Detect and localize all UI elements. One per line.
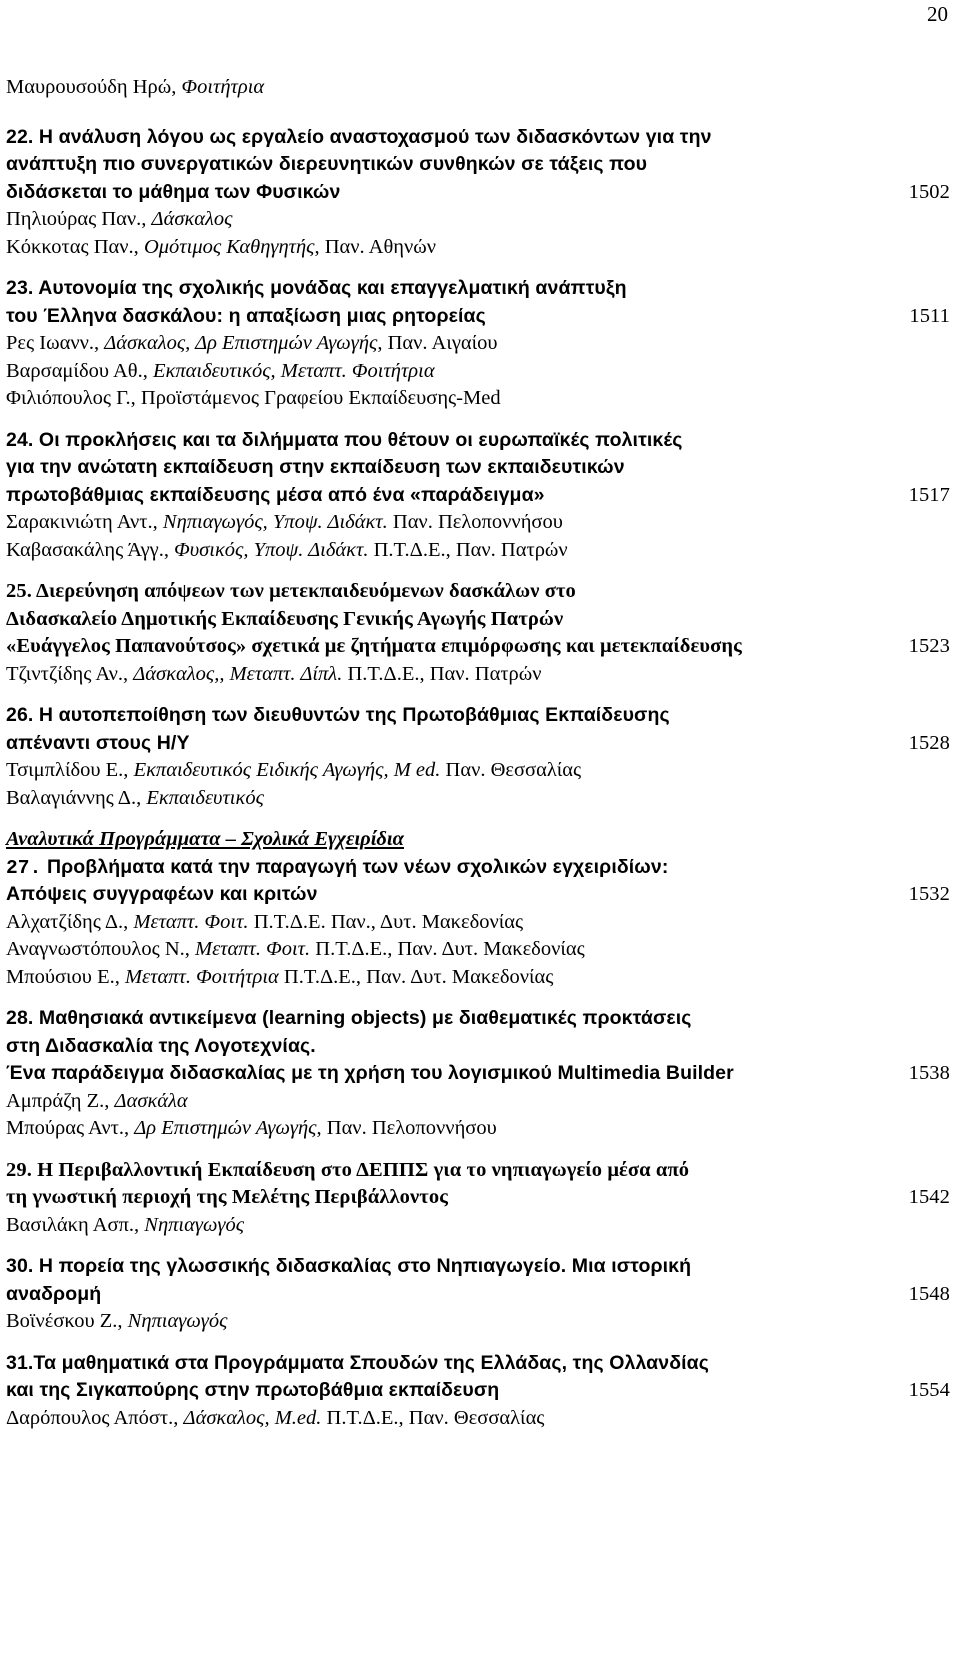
entry-title-text: για την ανώτατη εκπαίδευση στην εκπαίδευση των εκπαιδευτικών [6,456,625,478]
entry-title-text: απέναντι στους Η/Υ [6,731,190,754]
intro-author-line [6,74,950,102]
entry-page-number: 1528 [908,731,950,754]
author-name: Αλχατζίδης Δ., [6,910,134,933]
author-after: , Παν. Αθηνών [314,235,437,258]
entry-title-line [6,633,950,661]
author-role: Φυσικός, Υποψ. Διδάκτ. [174,538,369,561]
entry-author-line [6,661,950,689]
entry-title-text: 28. Μαθησιακά αντικείμενα (learning objects) με διαθεματικές προκτάσεις [6,1007,692,1029]
entry-author-line [6,1115,950,1143]
toc-entry [6,702,950,812]
author-after: Π.Τ.Δ.Ε., Παν. Θεσσαλίας [321,1406,545,1429]
author-after: Παν. Πελοποννήσου [387,511,563,533]
author-after: Παν. Θεσσαλίας [440,759,582,781]
entry-author-line [6,757,950,785]
entry-title-text: 23. Αυτονομία της σχολικής μονάδας και επαγγελματική ανάπτυξη [6,277,627,299]
entry-page-number: 1542 [908,1186,950,1208]
entry-author-line [6,936,950,964]
entry-title-line [6,606,950,634]
author-role: Μεταπτ. Φοιτ. [195,938,311,960]
author-role: Δάσκαλος, Δρ Επιστημών Αγωγής [104,332,378,354]
entry-title-text: τη γνωστική περιοχή της Μελέτης Περιβάλλοντος [6,1186,448,1208]
author-name: Σαρακινιώτη Αντ., [6,511,163,533]
entry-author-line [6,385,950,413]
entry-title-text: Ένα παράδειγμα διδασκαλίας με τη χρήση του λογισμικού Multimedia Builder [6,1062,734,1084]
author-name: Βαρσαμίδου Αθ., [6,359,153,382]
entry-title-text: 26. Η αυτοπεποίθηση των διευθυντών της Πρωτοβάθμιας Εκπαίδευσης [6,704,670,726]
author-role: Δασκάλα [114,1089,188,1112]
entry-title-line [6,1005,950,1033]
entry-title-line [6,1060,950,1088]
entry-author-line [6,509,950,537]
entry-title-text: 24. Οι προκλήσεις και τα διλήμματα που θέτουν οι ευρωπαϊκές πολιτικές [6,428,683,451]
entry-author-line [6,909,950,937]
author-role: Νηπιαγωγός [144,1213,245,1236]
toc-entry [6,1350,950,1433]
author-name: Πηλιούρας Παν., [6,208,152,230]
entry-title-line [6,124,950,152]
table-of-contents [6,74,950,1446]
author-name: Καβασακάλης Άγγ., [6,538,175,561]
author-name: Ρες Ιωανν., [6,332,105,354]
author-role: Φοιτήτρια [181,76,265,98]
author-after: Π.Τ.Δ.Ε., Παν. Πατρών [368,538,568,561]
author-name: Μπούσιου Ε., [6,965,125,988]
entry-title-line [6,578,950,606]
entry-page-number: 1554 [908,1379,950,1401]
entry-title-line [6,482,950,510]
entry-title-text: στη Διδασκαλία της Λογοτεχνίας. [6,1034,316,1057]
entry-title-line [6,1033,950,1061]
entry-author-line [6,785,950,813]
entry-title-line [6,1377,950,1405]
author-role: Δρ Επιστημών Αγωγής [134,1117,317,1139]
author-role: Δάσκαλος, M.ed. [183,1406,322,1429]
entry-title-line [6,730,950,758]
toc-entry [6,578,950,688]
entry-author-line [6,330,950,358]
section-heading: Αναλυτικά Προγράμματα – Σχολικά Εγχειρίδια [6,828,404,850]
entry-title-text: Προβλήματα κατά την παραγωγή των νέων σχολικών εγχειριδίων: [46,855,669,878]
entry-title-line [6,702,950,730]
entry-page-number: 1538 [908,1062,950,1084]
author-after: , Παν. Αιγαίου [377,332,498,354]
entry-author-line [6,1088,950,1116]
entry-page-number: 1523 [908,635,950,657]
author-after: Π.Τ.Δ.Ε., Παν. Πατρών [342,662,542,685]
entry-title-text: και της Σιγκαπούρης στην πρωτοβάθμια εκπαίδευση [6,1379,500,1401]
entry-page-number: 1548 [908,1282,950,1305]
entry-title-text: Διδασκαλείο Δημοτικής Εκπαίδευσης Γενικής Αγωγής Πατρών [6,607,564,630]
toc-entry [6,1157,950,1240]
author-after: , Παν. Πελοποννήσου [316,1117,497,1139]
author-role: Ομότιμος Καθηγητής [143,235,315,258]
entry-title-text: πρωτοβάθμιας εκπαίδευσης μέσα από ένα «παράδειγμα» [6,483,545,506]
entry-title-text: 30. Η πορεία της γλωσσικής διδασκαλίας στο Νηπιαγωγείο. Μια ιστορική [6,1255,692,1277]
entry-title-text: ανάπτυξη πιο συνεργατικών διερευνητικών συνθηκών σε τάξεις που [6,153,648,175]
entry-title-line [6,275,950,303]
author-name: Κόκκοτας Παν., [6,235,144,258]
toc-entry [6,1005,950,1143]
entry-page-number: 1532 [908,883,950,905]
entry-title-line [6,1350,950,1378]
entry-number: 27. [6,856,42,879]
author-role: Νηπιαγωγός, Υποψ. Διδάκτ. [162,511,388,533]
entry-author-line [6,537,950,565]
entry-title-line [6,854,950,882]
author-after: Π.Τ.Δ.Ε., Παν. Δυτ. Μακεδονίας [310,938,585,960]
author-name: Φιλιόπουλος Γ., Προϊστάμενος Γραφείου Εκπαίδευσης-Med [6,387,501,409]
entry-page-number: 1502 [908,180,950,203]
entry-title-text: «Ευάγγελος Παπανούτσος» σχετικά με ζητήματα επιμόρφωσης και μετεκπαίδευσης [6,635,742,657]
author-name: Βοϊνέσκου Ζ., [6,1310,128,1332]
author-name: Βαλαγιάννης Δ., [6,786,147,809]
entry-author-line [6,234,950,262]
toc-entry [6,124,950,262]
toc-entry [6,1253,950,1336]
author-role: Μεταπτ. Φοιτήτρια [124,965,279,988]
author-role: Εκπαιδευτικός, Μεταπτ. Φοιτήτρια [153,359,435,382]
author-name: Αμπράζη Ζ., [6,1089,115,1112]
author-name: Βασιλάκη Ασπ., [6,1213,145,1236]
toc-entry [6,427,950,565]
entry-page-number: 1511 [909,304,950,327]
entry-author-line [6,1405,950,1433]
entry-title-text: Απόψεις συγγραφέων και κριτών [6,883,318,905]
toc-entry [6,854,950,992]
entry-title-text: αναδρομή [6,1282,102,1305]
author-name: Μπούρας Αντ., [6,1117,135,1139]
entry-title-line [6,1157,950,1185]
author-role: Εκπαιδευτικός Ειδικής Αγωγής, M ed. [133,759,441,781]
entry-title-text: διδάσκεται το μάθημα των Φυσικών [6,180,341,203]
author-role: Δάσκαλος,, Μεταπτ. Δίπλ. [133,662,343,685]
entry-title-text: 29. Η Περιβαλλοντική Εκπαίδευση στο ΔΕΠΠΣ για το νηπιαγωγείο μέσα από [6,1158,690,1181]
author-after: Π.Τ.Δ.Ε., Παν. Δυτ. Μακεδονίας [278,965,554,988]
entry-author-line [6,206,950,234]
page-number: 20 [927,2,948,26]
entry-author-line [6,1308,950,1336]
entry-title-line [6,1281,950,1309]
entry-page-number: 1517 [908,483,950,506]
entry-title-line [6,151,950,179]
entry-author-line [6,1212,950,1240]
author-after: Π.Τ.Δ.Ε. Παν., Δυτ. Μακεδονίας [248,910,524,933]
entry-author-line [6,358,950,386]
entry-title-text: 25. Διερεύνηση απόψεων των μετεκπαιδευόμενων δασκάλων στο [6,580,576,602]
entry-title-line [6,1253,950,1281]
author-name: Μαυρουσούδη Ηρώ, [6,76,182,98]
entry-title-line [6,303,950,331]
entry-title-line [6,881,950,909]
entry-title-line [6,454,950,482]
author-role: Μεταπτ. Φοιτ. [133,910,249,933]
author-name: Τζιντζίδης Αν., [6,662,134,685]
entry-author-line [6,964,950,992]
author-role: Νηπιαγωγός [127,1310,228,1332]
author-name: Αναγνωστόπουλος Ν., [6,938,196,960]
entry-title-line [6,179,950,207]
author-name: Δαρόπουλος Απόστ., [6,1406,184,1429]
author-role: Δάσκαλος [151,208,233,230]
entry-title-line [6,427,950,455]
toc-entry [6,275,950,413]
author-role: Εκπαιδευτικός [146,786,264,809]
entry-title-line [6,1184,950,1212]
entry-title-text: 31.Τα μαθηματικά στα Προγράμματα Σπουδών της Ελλάδας, της Ολλανδίας [6,1351,709,1374]
author-name: Τσιμπλίδου Ε., [6,759,134,781]
entry-title-text: 22. Η ανάλυση λόγου ως εργαλείο αναστοχασμού των διδασκόντων για την [6,125,712,148]
entry-title-text: του Έλληνα δασκάλου: η απαξίωση μιας ρητορείας [6,304,486,327]
